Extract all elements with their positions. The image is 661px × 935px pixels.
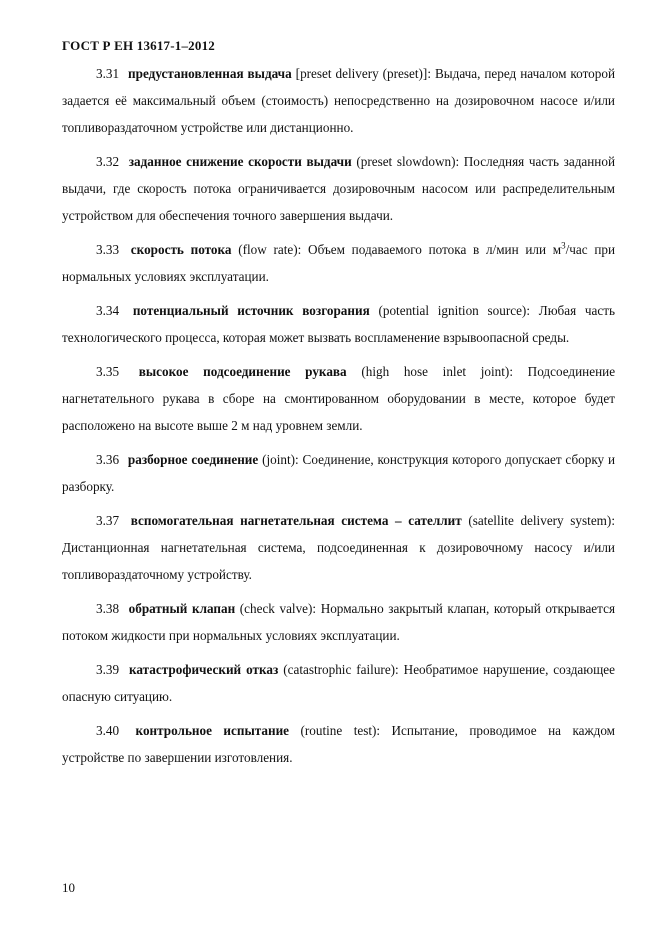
entry-text: Соединение, конструкция которого допускает сборку и разборку. [62, 452, 616, 494]
entry-english-term: (potential ignition source): [378, 303, 530, 318]
definitions-list [62, 60, 615, 778]
entry-text-continued: /час при нормальных условиях эксплуатации. [62, 242, 616, 284]
entry-number: 3.40 [96, 723, 120, 738]
entry-english-term: [preset delivery (preset)]: [295, 66, 431, 81]
entry-number: 3.35 [96, 364, 120, 379]
entry-term: разборное соединение [127, 452, 259, 467]
entry-text: Последняя часть заданной выдачи, где скорость потока ограничивается дозировочным насосом или распределительным устройством для обеспечения точного завершения выдачи. [62, 154, 616, 223]
entry-text: Необратимое нарушение, создающее опасную ситуацию. [62, 662, 615, 704]
definition-entry [62, 717, 615, 771]
entry-number: 3.38 [96, 601, 120, 616]
entry-english-term: (high hose inlet joint): [361, 364, 513, 379]
definition-entry [62, 446, 615, 500]
document-header: ГОСТ Р ЕН 13617-1–2012 [62, 38, 215, 53]
entry-text: Нормально закрытый клапан, который открывается потоком жидкости при нормальных условиях эксплуатации. [62, 601, 616, 643]
entry-term: высокое подсоединение рукава [138, 364, 347, 379]
entry-text: Дистанционная нагнетательная система, подсоединенная к дозировочному насосу и/или топливораздаточному устройству. [62, 540, 615, 582]
entry-english-term: (joint): [262, 452, 299, 467]
entry-term: вспомогательная нагнетательная система – сателлит [130, 513, 462, 528]
entry-english-term: (satellite delivery system): [468, 513, 615, 528]
definition-entry [62, 236, 615, 290]
entry-term: заданное снижение скорости выдачи [128, 154, 352, 169]
page-number: 10 [62, 880, 75, 895]
entry-english-term: (flow rate): [238, 242, 302, 257]
entry-number: 3.39 [96, 662, 120, 677]
definition-entry [62, 507, 615, 588]
entry-number: 3.31 [96, 66, 120, 81]
superscript-3: 3 [561, 240, 566, 251]
entry-term: скорость потока [130, 242, 232, 257]
entry-number: 3.33 [96, 242, 120, 257]
definition-entry [62, 358, 615, 439]
definition-entry [62, 148, 615, 229]
entry-text: Любая часть технологического процесса, которая может вызвать воспламенение взрывоопасной среды. [62, 303, 616, 345]
definition-entry [62, 656, 615, 710]
entry-number: 3.34 [96, 303, 120, 318]
entry-english-term: (check valve): [239, 601, 317, 616]
entry-term: катастрофический отказ [129, 662, 279, 677]
entry-english-term: (preset slowdown): [356, 154, 460, 169]
entry-text: Подсоединение нагнетательного рукава в сборе на смонтированном оборудовании в месте, которое будет расположено на высоте выше 2 м над уровнем земли. [62, 364, 616, 433]
entry-text: Объем подаваемого потока в л/мин или м [308, 242, 562, 257]
entry-text: Выдача, перед началом которой задается её максимальный объем (стоимость) непосредственно на дозировочном насосе и/или топливораздаточном устройстве или дистанционно. [62, 66, 616, 135]
entry-english-term: (routine test): [300, 723, 381, 738]
entry-english-term: (catastrophic failure): [283, 662, 399, 677]
entry-number: 3.37 [96, 513, 120, 528]
entry-term: контрольное испытание [135, 723, 290, 738]
entry-text: Испытание, проводимое на каждом устройстве по завершении изготовления. [62, 723, 616, 765]
entry-term: предустановленная выдача [128, 66, 292, 81]
entry-term: потенциальный источник возгорания [132, 303, 370, 318]
definition-entry [62, 595, 615, 649]
entry-number: 3.32 [96, 154, 120, 169]
entry-number: 3.36 [96, 452, 120, 467]
entry-term: обратный клапан [128, 601, 236, 616]
definition-entry [62, 297, 615, 351]
definition-entry [62, 60, 615, 141]
